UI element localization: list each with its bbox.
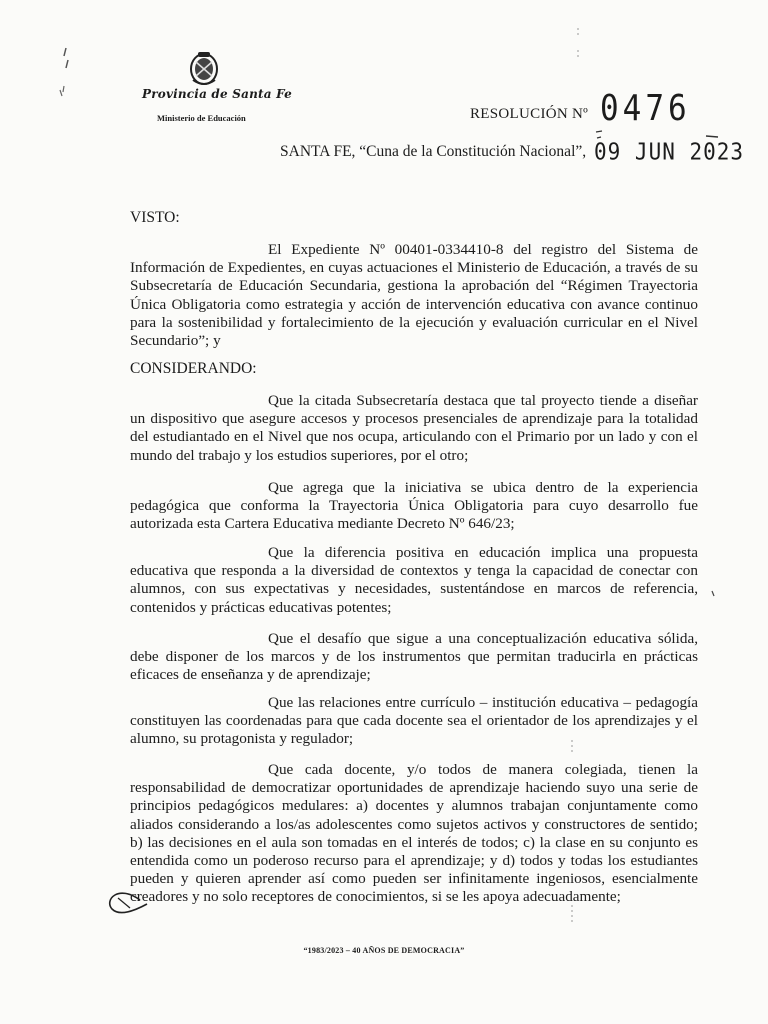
considerando-paragraph-6 xyxy=(130,761,698,907)
considerando-paragraph-3 xyxy=(130,544,698,617)
provincial-seal-icon xyxy=(186,50,222,86)
resolution-number: 0476 xyxy=(600,88,691,130)
visto-heading: VISTO: xyxy=(130,209,180,226)
place-line: SANTA FE, “Cuna de la Constitución Nacional”, xyxy=(280,143,587,160)
considerando-paragraph-5 xyxy=(130,694,698,749)
ministry-name: Ministerio de Educación xyxy=(157,113,246,123)
province-name: Provincia de Santa Fe xyxy=(142,87,292,101)
paragraph-text: Que la diferencia positiva en educación implica una propuesta educativa que responda a la diversidad de contextos y tenga la capacidad de conectar con alumnos, con sus expectativas y necesidades, sustentándose en marcos de referencia, contenidos y prácticas educativas potentes; xyxy=(130,544,698,616)
paragraph-text: Que agrega que la iniciativa se ubica dentro de la experiencia pedagógica que conforma la Trayectoria Única Obligatoria para cuyo desarrollo fue autorizada esta Cartera Educativa mediante Decreto Nº 646/23; xyxy=(130,479,698,533)
considerando-heading: CONSIDERANDO: xyxy=(130,360,257,377)
considerando-paragraph-2 xyxy=(130,479,698,534)
paragraph-text: Que las relaciones entre currículo – institución educativa – pedagogía constituyen las coordenadas para que cada docente sea el orientador de los aprendizajes y el alumno, su protagonista y regulador; xyxy=(130,694,698,748)
date-stamp: 09 JUN 2023 xyxy=(594,138,745,165)
paragraph-text: Que cada docente, y/o todos de manera colegiada, tienen la responsabilidad de democratizar oportunidades de aprendizaje haciendo suyo una serie de principios pedagógicos medulares: a) docentes y alumnos trabajan conjuntamente como aliados considerando a los/as adolescentes como sujetos activos y constructores de sentido; b) las decisiones en el aula son tomadas en el interés de todos; c) la clase en su conjunto es entendida como un poderoso recurso para el aprendizaje; y d) todos y todas los estudiantes pueden y quieren aprender así como pueden ser infinitamente ingeniosos, esencialmente creadores y no solo receptores de conocimientos, si se les apoya adecuadamente; xyxy=(130,761,698,906)
considerando-paragraph-4 xyxy=(130,630,698,685)
paragraph-text: Que la citada Subsecretaría destaca que tal proyecto tiende a diseñar un dispositivo que asegure accesos y procesos presenciales de aprendizaje para la totalidad del estudiantado en el Nivel que nos ocupa, articulando con el Primario por un lado y con el mundo del trabajo y los estudios superiores, por el otro; xyxy=(130,392,698,464)
footer-motto: “1983/2023 – 40 AÑOS DE DEMOCRACIA” xyxy=(303,946,465,955)
visto-paragraph xyxy=(130,241,698,350)
paragraph-text: Que el desafío que sigue a una conceptualización educativa sólida, debe disponer de los marcos y de los instrumentos que permitan traducirla en prácticas eficaces de enseñanza y de aprendizaje; xyxy=(130,630,698,684)
considerando-paragraph-1 xyxy=(130,392,698,465)
visto-text: El Expediente Nº 00401-0334410-8 del registro del Sistema de Información de Expedientes, en cuyas actuaciones el Ministerio de Educación, a través de su Subsecretaría de Educación Secundaria, gestiona la aprobación del “Régimen Trayectoria Única Obligatoria como estrategia y acción de intervención educativa con avance continuo para la sostenibilidad y fortalecimiento de la ejecución y evaluación curricular en el Nivel Secundario”; y xyxy=(130,241,698,350)
resolution-label: RESOLUCIÓN Nº xyxy=(470,106,589,122)
